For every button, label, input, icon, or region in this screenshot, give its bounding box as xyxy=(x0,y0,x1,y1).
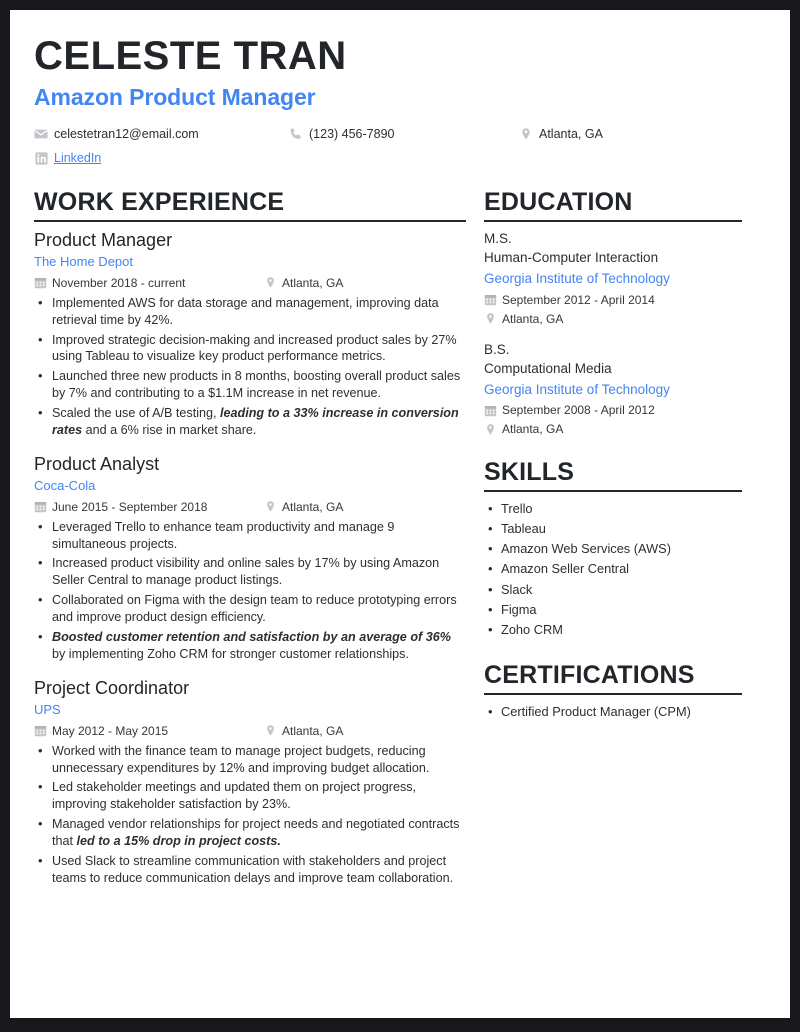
section-title-certifications: CERTIFICATIONS xyxy=(484,661,695,690)
experience-location xyxy=(264,276,343,289)
experience-company: The Home Depot xyxy=(34,254,133,270)
map-pin-icon xyxy=(264,500,277,513)
experience-company: Coca-Cola xyxy=(34,478,96,494)
bullet-text: Worked with the finance team to manage project budgets, reducing unnecessary expenditures by 12% and improving budget allocation. xyxy=(52,743,430,775)
experience-dates xyxy=(34,500,264,513)
section-title-education: EDUCATION xyxy=(484,188,633,217)
bullet-item xyxy=(34,368,466,402)
education-entry xyxy=(484,229,742,327)
bullet-text: Collaborated on Figma with the design team to reduce prototyping errors and improve product design efficiency. xyxy=(52,593,457,625)
education-degree: M.S. xyxy=(484,230,512,246)
right-column xyxy=(484,189,742,722)
experience-dates-text: May 2012 - May 2015 xyxy=(52,723,169,738)
contact-location-text: Atlanta, GA xyxy=(539,127,603,142)
bullet-item xyxy=(34,332,466,366)
envelope-icon xyxy=(34,127,48,141)
calendar-icon xyxy=(34,724,47,737)
calendar-icon xyxy=(484,293,497,306)
education-degree: B.S. xyxy=(484,341,510,357)
education-location xyxy=(484,421,742,437)
list-item: • Trello xyxy=(484,499,742,519)
experience-location xyxy=(264,500,343,513)
experience-meta xyxy=(34,499,466,515)
bullet-text: Improved strategic decision-making and increased product sales by 27% using Tableau to visualize key product performance metrics. xyxy=(52,332,457,364)
section-title-work-experience: WORK EXPERIENCE xyxy=(34,188,285,217)
map-pin-icon xyxy=(519,127,533,141)
phone-icon xyxy=(289,127,303,141)
list-item: • Amazon Seller Central xyxy=(484,559,742,579)
education-field: Computational Media xyxy=(484,361,612,377)
map-pin-icon xyxy=(484,423,497,436)
map-pin-icon xyxy=(264,724,277,737)
contact-email-text: celestetran12@email.com xyxy=(54,127,199,142)
section-education xyxy=(484,189,742,437)
bullet-text: Scaled the use of A/B testing, xyxy=(52,406,221,421)
section-rule xyxy=(484,220,742,222)
bullet-item xyxy=(34,853,466,887)
experience-entry xyxy=(34,453,466,663)
list-item: • Tableau xyxy=(484,519,742,539)
bullet-item xyxy=(34,816,466,850)
education-dates-text: September 2008 - April 2012 xyxy=(502,403,655,418)
bullet-item xyxy=(34,779,466,813)
education-school: Georgia Institute of Technology xyxy=(484,270,670,286)
skills-list xyxy=(484,499,742,641)
list-item: • Certified Product Manager (CPM) xyxy=(484,702,742,722)
resume-document xyxy=(10,10,790,1018)
bullet-text: Implemented AWS for data storage and management, improving data retrieval time by 42%. xyxy=(52,295,439,327)
experience-job-title: Product Manager xyxy=(34,229,173,250)
list-item: • Figma xyxy=(484,600,742,620)
education-field: Human-Computer Interaction xyxy=(484,250,659,266)
bullet-text: Leveraged Trello to enhance team productivity and manage 9 simultaneous projects. xyxy=(52,519,395,551)
candidate-name: CELESTE TRAN xyxy=(34,34,347,78)
education-dates-row xyxy=(484,404,655,417)
education-school: Georgia Institute of Technology xyxy=(484,381,670,397)
map-pin-icon xyxy=(484,312,497,325)
experience-location-text: Atlanta, GA xyxy=(282,499,344,514)
section-rule xyxy=(34,220,466,222)
left-column xyxy=(34,189,484,889)
bullet-emphasis: led to a 15% drop in project costs. xyxy=(76,834,281,849)
education-location-text: Atlanta, GA xyxy=(502,422,564,437)
experience-bullets xyxy=(34,743,466,887)
education-location-row xyxy=(484,423,563,436)
list-item: • Zoho CRM xyxy=(484,620,742,640)
bullet-text: Managed vendor relationships for project needs and negotiated contracts that xyxy=(52,817,460,849)
resume-body xyxy=(10,189,790,889)
experience-meta xyxy=(34,275,466,291)
education-entry xyxy=(484,340,742,438)
contact-location xyxy=(519,127,603,141)
experience-job-title: Project Coordinator xyxy=(34,677,190,698)
contact-email[interactable] xyxy=(34,127,289,141)
experience-entry xyxy=(34,677,466,887)
bullet-item xyxy=(34,629,466,663)
target-job-title: Amazon Product Manager xyxy=(34,83,316,110)
experience-meta xyxy=(34,723,466,739)
bullet-item xyxy=(34,405,466,439)
bullet-item xyxy=(34,555,466,589)
education-dates-text: September 2012 - April 2014 xyxy=(502,292,655,307)
bullet-item xyxy=(34,519,466,553)
bullet-item xyxy=(34,743,466,777)
calendar-icon xyxy=(34,500,47,513)
section-title-skills: SKILLS xyxy=(484,458,575,487)
bullet-item xyxy=(34,592,466,626)
experience-dates-text: November 2018 - current xyxy=(52,275,186,290)
education-dates xyxy=(484,292,742,308)
section-rule xyxy=(484,693,742,695)
section-certifications xyxy=(484,662,742,722)
contact-phone[interactable] xyxy=(289,127,519,141)
calendar-icon xyxy=(34,276,47,289)
education-location-text: Atlanta, GA xyxy=(502,311,564,326)
list-item: • Amazon Web Services (AWS) xyxy=(484,539,742,559)
bullet-item xyxy=(34,295,466,329)
section-skills xyxy=(484,459,742,640)
experience-company: UPS xyxy=(34,702,61,718)
education-dates xyxy=(484,402,742,418)
contact-row-primary xyxy=(34,125,766,143)
bullet-text: Increased product visibility and online sales by 17% by using Amazon Seller Central to manage product listings. xyxy=(52,556,440,588)
education-location-row xyxy=(484,312,563,325)
resume-header xyxy=(10,10,790,167)
experience-bullets xyxy=(34,295,466,439)
education-dates-row xyxy=(484,293,655,306)
experience-location-text: Atlanta, GA xyxy=(282,723,344,738)
contact-phone-text: (123) 456-7890 xyxy=(309,127,395,142)
experience-dates xyxy=(34,276,264,289)
experience-dates-text: June 2015 - September 2018 xyxy=(52,499,208,514)
experience-dates xyxy=(34,724,264,737)
linkedin-icon xyxy=(34,151,48,165)
experience-location xyxy=(264,724,343,737)
bullet-text-tail: by implementing Zoho CRM for stronger customer relationships. xyxy=(52,646,409,661)
bullet-text-tail: and a 6% rise in market share. xyxy=(82,422,257,437)
bullet-emphasis: Boosted customer retention and satisfaction by an average of 36% xyxy=(52,629,451,644)
bullet-text: Launched three new products in 8 months, boosting overall product sales by 7% and contributing to a $1.1M increase in net revenue. xyxy=(52,369,461,401)
bullet-text: Led stakeholder meetings and updated them on project progress, improving stakeholder satisfaction by 23%. xyxy=(52,780,417,812)
bullet-emphasis: leading to a 33% increase in conversion rates xyxy=(52,406,459,437)
bullet-text: Used Slack to streamline communication with stakeholders and project teams to reduce communication delays and improve team collaboration. xyxy=(52,853,454,885)
section-work-experience xyxy=(34,189,466,886)
calendar-icon xyxy=(484,404,497,417)
experience-job-title: Product Analyst xyxy=(34,453,160,474)
map-pin-icon xyxy=(264,276,277,289)
contact-row-secondary xyxy=(34,149,766,167)
certifications-list xyxy=(484,702,742,722)
education-location xyxy=(484,311,742,327)
contact-linkedin-link[interactable]: LinkedIn xyxy=(54,151,102,166)
section-rule xyxy=(484,490,742,492)
experience-entry xyxy=(34,229,466,439)
experience-location-text: Atlanta, GA xyxy=(282,275,344,290)
list-item: • Slack xyxy=(484,580,742,600)
experience-bullets xyxy=(34,519,466,663)
contact-linkedin[interactable] xyxy=(34,151,101,165)
